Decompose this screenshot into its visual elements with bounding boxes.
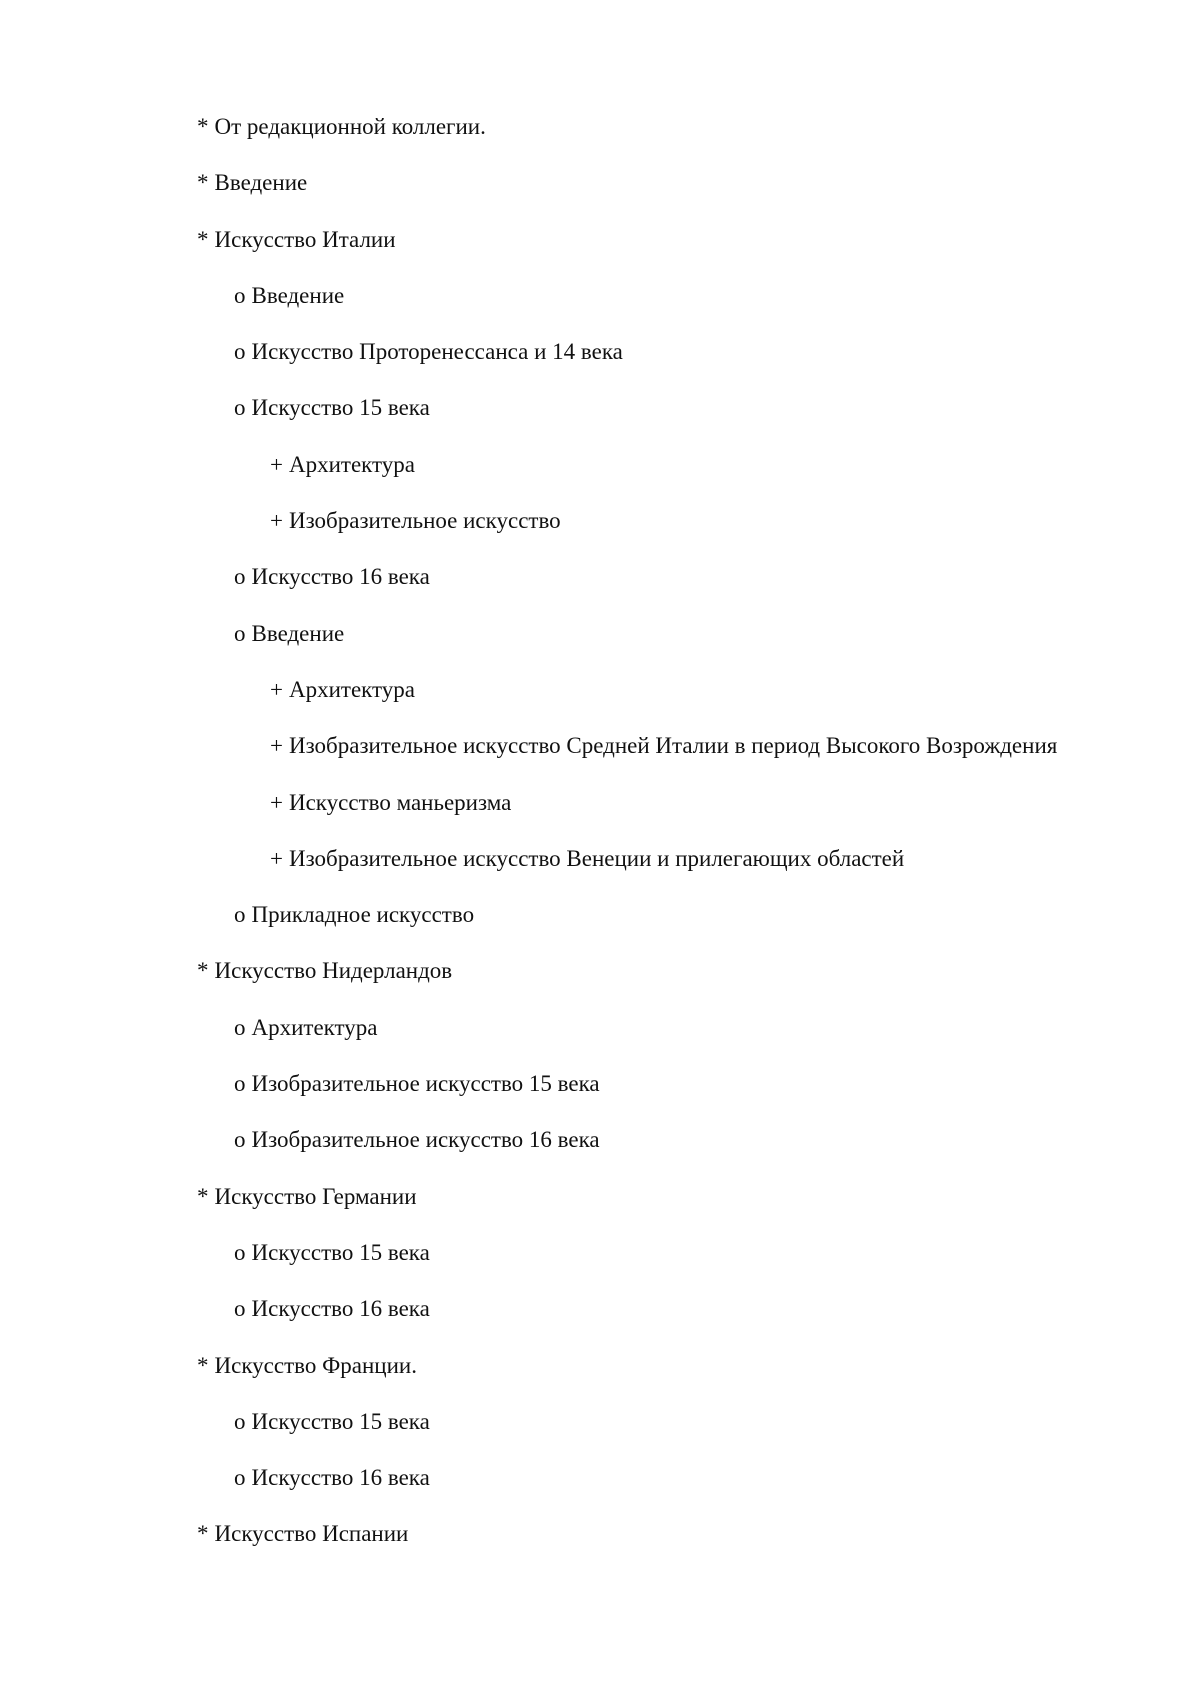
toc-entry-text: Архитектура — [251, 1014, 378, 1040]
toc-entry-text: Искусство 15 века — [251, 395, 430, 421]
toc-entry-text: Прикладное искусство — [251, 902, 475, 928]
toc-entry-text: Архитектура — [288, 676, 415, 702]
toc-bullet-marker: * — [197, 226, 209, 252]
toc-entry-level-1 — [197, 1516, 1157, 1572]
toc-entry-level-2 — [197, 1460, 1157, 1516]
toc-bullet-marker: * — [197, 114, 209, 139]
toc-entry-text: Введение — [251, 620, 345, 646]
toc-entry-level-3 — [197, 503, 1157, 559]
toc-bullet-marker: o — [234, 339, 246, 365]
toc-bullet-marker: + — [270, 508, 283, 534]
toc-bullet-marker: * — [197, 1183, 209, 1209]
toc-entry-text: От редакционной коллегии. — [214, 114, 486, 139]
toc-entry-level-1 — [197, 222, 1157, 278]
toc-bullet-marker: + — [270, 676, 283, 702]
toc-entry-level-2 — [197, 1122, 1157, 1178]
toc-entry-level-1 — [197, 953, 1157, 1009]
toc-entry-text: Искусство 15 века — [251, 1239, 430, 1265]
toc-bullet-marker: o — [234, 1127, 246, 1153]
toc-entry-level-3 — [197, 447, 1157, 503]
toc-entry-text: Искусство Нидерландов — [214, 958, 453, 984]
toc-bullet-marker: o — [234, 1296, 246, 1322]
toc-entry-level-1 — [197, 1179, 1157, 1235]
toc-entry-text: Искусство 15 века — [251, 1408, 430, 1434]
toc-bullet-marker: o — [234, 282, 246, 308]
toc-entry-text: Искусство 16 века — [251, 1465, 430, 1491]
toc-bullet-marker: o — [234, 1465, 246, 1491]
toc-bullet-marker: o — [234, 1014, 246, 1040]
toc-entry-text: Искусство Проторенессанса и 14 века — [251, 339, 623, 365]
toc-bullet-marker: * — [197, 958, 209, 984]
toc-bullet-marker: + — [270, 845, 283, 871]
toc-entry-level-1 — [197, 1348, 1157, 1404]
toc-bullet-marker: + — [270, 451, 283, 477]
toc-entry-level-2 — [197, 1066, 1157, 1122]
toc-bullet-marker: o — [234, 395, 246, 421]
toc-bullet-marker: o — [234, 1239, 246, 1265]
toc-entry-text: Изобразительное искусство Средней Италии в период Высокого Возрождения — [288, 733, 1058, 759]
toc-bullet-marker: o — [234, 1408, 246, 1434]
toc-bullet-marker: * — [197, 1521, 209, 1547]
toc-bullet-marker: + — [270, 789, 283, 815]
toc-bullet-marker: o — [234, 564, 246, 590]
toc-entry-level-1 — [197, 165, 1157, 221]
toc-entry-level-3 — [197, 785, 1157, 841]
toc-entry-text: Введение — [214, 170, 308, 196]
toc-entry-text: Изобразительное искусство 16 века — [251, 1127, 600, 1153]
toc-entry-level-2 — [197, 1010, 1157, 1066]
toc-bullet-marker: * — [197, 1352, 209, 1378]
table-of-contents — [197, 109, 1157, 1573]
toc-entry-text: Искусство Франции. — [214, 1352, 417, 1378]
toc-entry-level-2 — [197, 1404, 1157, 1460]
toc-entry-text: Введение — [251, 282, 345, 308]
toc-entry-level-2 — [197, 1235, 1157, 1291]
toc-entry-level-2 — [197, 334, 1157, 390]
toc-bullet-marker: + — [270, 733, 283, 759]
toc-entry-level-3 — [197, 841, 1157, 897]
toc-entry-level-2 — [197, 559, 1157, 615]
toc-entry-text: Изобразительное искусство — [288, 508, 561, 534]
toc-bullet-marker: o — [234, 1071, 246, 1097]
toc-entry-text: Искусство маньеризма — [288, 789, 512, 815]
toc-entry-text: Архитектура — [288, 451, 415, 477]
toc-entry-text: Изобразительное искусство Венеции и прилегающих областей — [288, 845, 905, 871]
toc-entry-text: Изобразительное искусство 15 века — [251, 1071, 600, 1097]
toc-entry-level-3 — [197, 728, 1157, 784]
toc-entry-text: Искусство Италии — [214, 226, 396, 252]
toc-bullet-marker: o — [234, 902, 246, 928]
toc-entry-level-2 — [197, 897, 1157, 953]
toc-entry-level-2 — [197, 1291, 1157, 1347]
toc-entry-level-2 — [197, 390, 1157, 446]
toc-entry-text: Искусство Германии — [214, 1183, 417, 1209]
toc-entry-level-2 — [197, 278, 1157, 334]
toc-entry-text: Искусство 16 века — [251, 1296, 430, 1322]
toc-entry-level-2 — [197, 616, 1157, 672]
toc-entry-level-3 — [197, 672, 1157, 728]
toc-entry-text: Искусство 16 века — [251, 564, 430, 590]
toc-entry-text: Искусство Испании — [214, 1521, 409, 1547]
toc-entry-level-1 — [197, 109, 1157, 165]
toc-bullet-marker: * — [197, 170, 209, 196]
toc-bullet-marker: o — [234, 620, 246, 646]
